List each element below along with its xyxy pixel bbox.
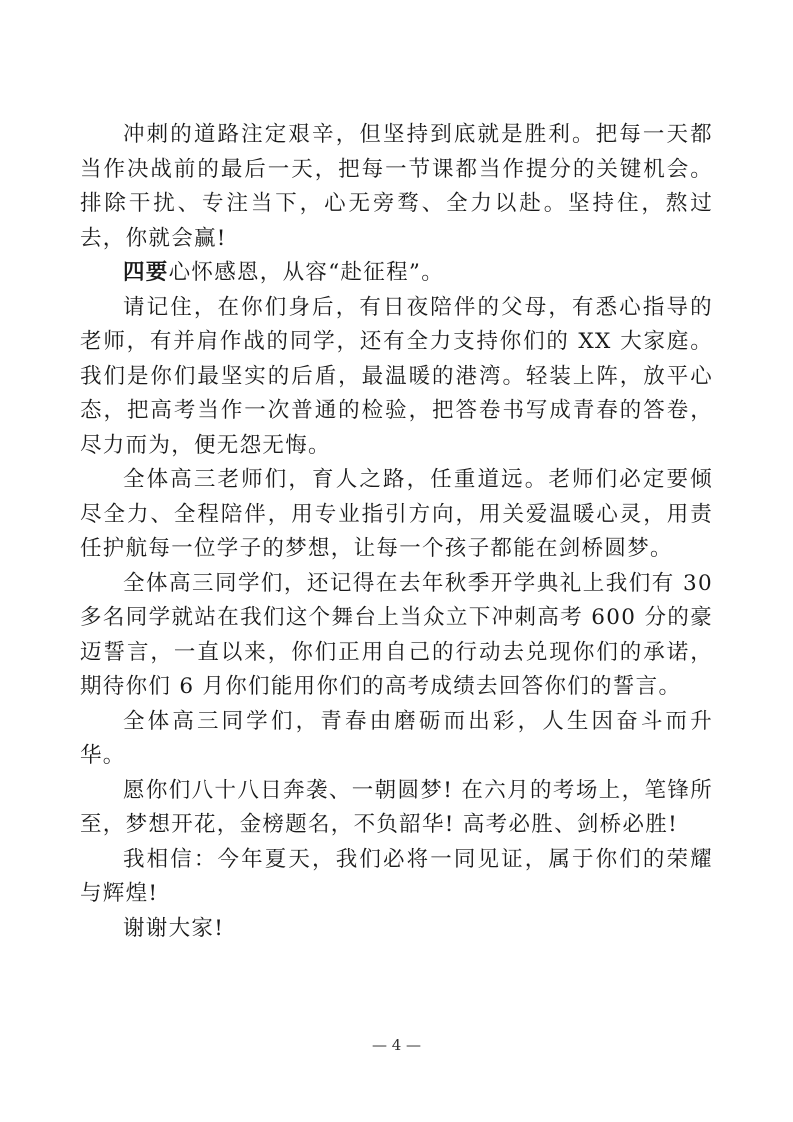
paragraph-students-oath — [80, 567, 713, 705]
heading-text: 心怀感恩，从容“赴征程”。 — [168, 260, 444, 285]
section-heading-four — [80, 256, 713, 291]
paragraph-wishes — [80, 774, 713, 843]
paragraph-text: 请记住，在你们身后，有日夜陪伴的父母，有悉心指导的老师，有并肩作战的同学，还有全力支持你们的 XX 大家庭。我们是你们最坚实的后盾，最温暖的港湾。轻装上阵，放平心态，把高考当作一次普通的检验，把答卷书写成青春的答卷，尽力而为，便无怨无悔。 — [80, 294, 713, 458]
paragraph-text: 愿你们八十八日奔袭、一朝圆梦! 在六月的考场上，笔锋所至，梦想开花，金榜题名，不负韶华! 高考必胜、剑桥必胜! — [80, 777, 713, 837]
paragraph-perseverance — [80, 118, 713, 256]
paragraph-belief — [80, 843, 713, 912]
paragraph-youth — [80, 705, 713, 774]
page-number: — 4 — — [371, 1036, 422, 1054]
paragraph-teachers — [80, 463, 713, 567]
document-body — [80, 118, 713, 946]
paragraph-text: 全体高三同学们，还记得在去年秋季开学典礼上我们有 30 多名同学就站在我们这个舞台上当众立下冲刺高考 600 分的豪迈誓言，一直以来，你们正用自己的行动去兑现你们的承诺，期待你们 6 月你们能用你们的高考成绩去回答你们的誓言。 — [80, 570, 713, 699]
paragraph-text: 冲刺的道路注定艰辛，但坚持到底就是胜利。把每一天都当作决战前的最后一天，把每一节课都当作提分的关键机会。排除干扰、专注当下，心无旁骛、全力以赴。坚持住，熬过去，你就会赢! — [80, 122, 713, 251]
paragraph-remember — [80, 291, 713, 464]
paragraph-text: 谢谢大家! — [123, 915, 225, 941]
paragraph-text: 全体高三同学们，青春由磨砺而出彩，人生因奋斗而升华。 — [80, 708, 713, 768]
paragraph-text: 全体高三老师们，育人之路，任重道远。老师们必定要倾尽全力、全程陪伴，用专业指引方向，用关爱温暖心灵，用责任护航每一位学子的梦想，让每一个孩子都能在剑桥圆梦。 — [80, 467, 713, 561]
heading-bold-prefix: 四要 — [123, 260, 169, 285]
paragraph-thanks — [80, 912, 713, 947]
paragraph-text: 我相信：今年夏天，我们必将一同见证，属于你们的荣耀与辉煌! — [80, 846, 713, 906]
